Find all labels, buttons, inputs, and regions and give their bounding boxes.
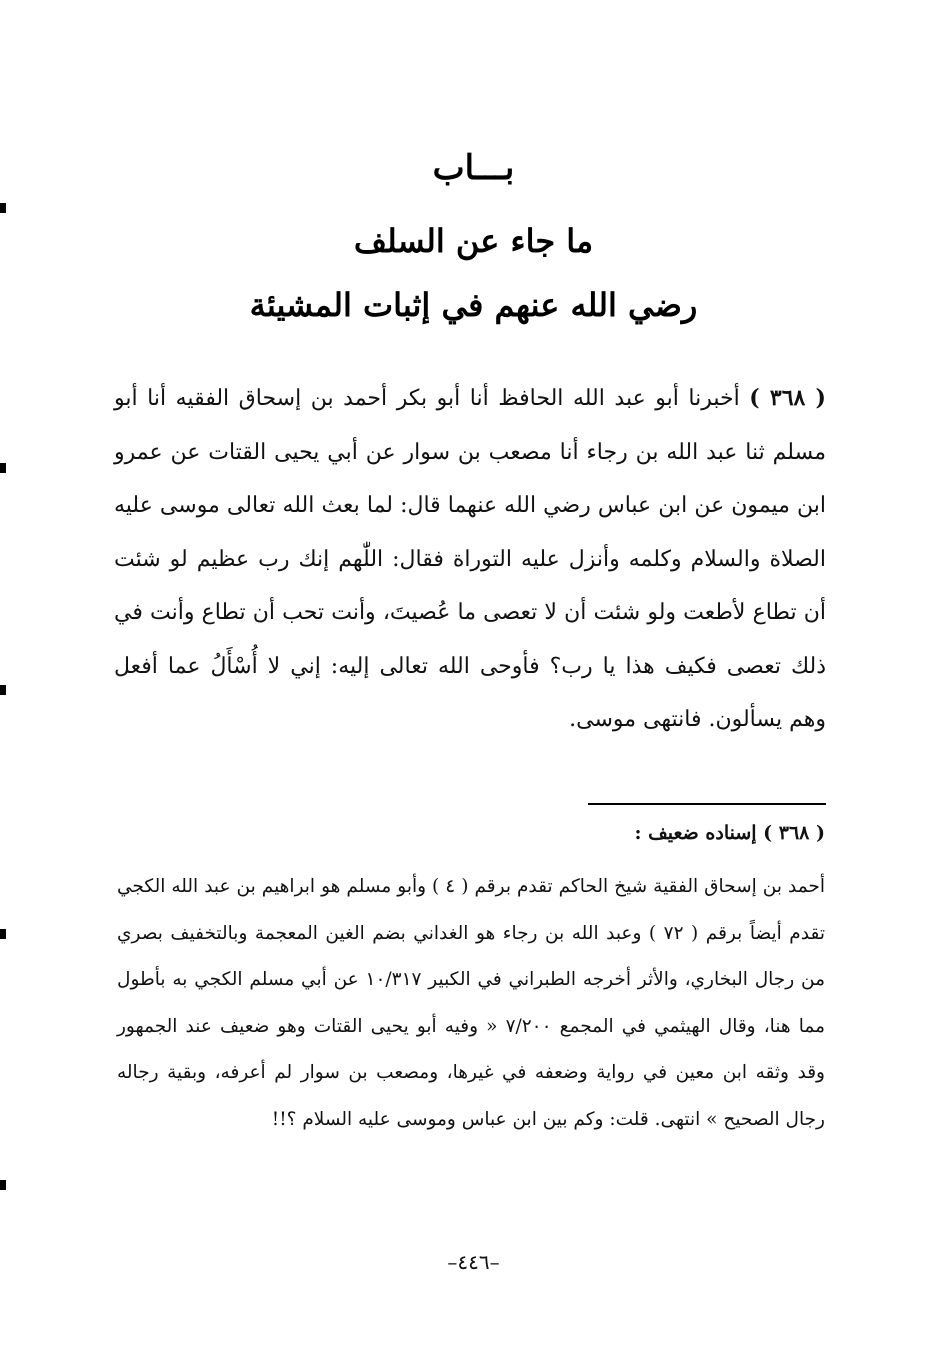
scan-edge-mark bbox=[0, 929, 6, 939]
scan-edge-mark bbox=[0, 1180, 6, 1190]
page-number: –٤٤٦– bbox=[447, 1250, 500, 1274]
hadith-paragraph bbox=[114, 372, 826, 747]
footnote-heading: ( ٣٦٨ ) إسناده ضعيف : bbox=[634, 822, 825, 844]
chapter-title-line-1: ما جاء عن السلف bbox=[353, 222, 594, 260]
footnote-text: أحمد بن إسحاق الفقية شيخ الحاكم تقدم برقم ( ٤ ) وأبو مسلم هو ابراهيم بن عبد الله الكجي تقدم أيضاً برقم ( ٧٢ ) وعبد الله بن رجاء هو الغداني بضم الغين المعجمة وبالتخفيف بصري من رجال البخاري، والأثر أخرجه الطبراني في الكبير ١٠/٣١٧ عن أبي مسلم الكجي به بأطول مما هنا، وقال الهيثمي في المجمع ٧/٢٠٠ « وفيه أبو يحيى القتات وهو ضعيف عند الجمهور وقد وثقه ابن معين في رواية وضعفه في غيرها، ومصعب بن سوار لم أعرفه، وبقية رجاله رجال الصحيح » انتهى. قلت: وكم بين ابن عباس وموسى عليه السلام ؟!! bbox=[117, 876, 825, 1130]
scan-edge-mark bbox=[0, 463, 6, 473]
chapter-title-line-2: رضي الله عنهم في إثبات المشيئة bbox=[249, 286, 698, 324]
scan-edge-mark bbox=[0, 685, 6, 695]
scan-edge-mark bbox=[0, 203, 6, 213]
chapter-label: بـــاب bbox=[432, 148, 515, 188]
hadith-text: أخبرنا أبو عبد الله الحافظ أنا أبو بكر أحمد بن إسحاق الفقيه أنا أبو مسلم ثنا عبد الله بن رجاء أنا مصعب بن سوار عن أبي يحيى القتات عن عمرو ابن ميمون عن ابن عباس رضي الله عنهما قال: لما بعث الله تعالى موسى عليه الصلاة والسلام وكلمه وأنزل عليه التوراة فقال: اللّٰهم إنك رب عظيم لو شئت أن تطاع لأطعت ولو شئت أن لا تعصى ما عُصيتَ، وأنت تحب أن تطاع وأنت في ذلك تعصى فكيف هذا يا رب؟ فأوحى الله تعالى إليه: إني لا أُسْأَلُ عما أفعل وهم يسألون. فانتهى موسى. bbox=[114, 386, 826, 732]
footnote-divider bbox=[588, 803, 826, 805]
hadith-number: ( ٣٦٨ ) bbox=[749, 385, 826, 411]
